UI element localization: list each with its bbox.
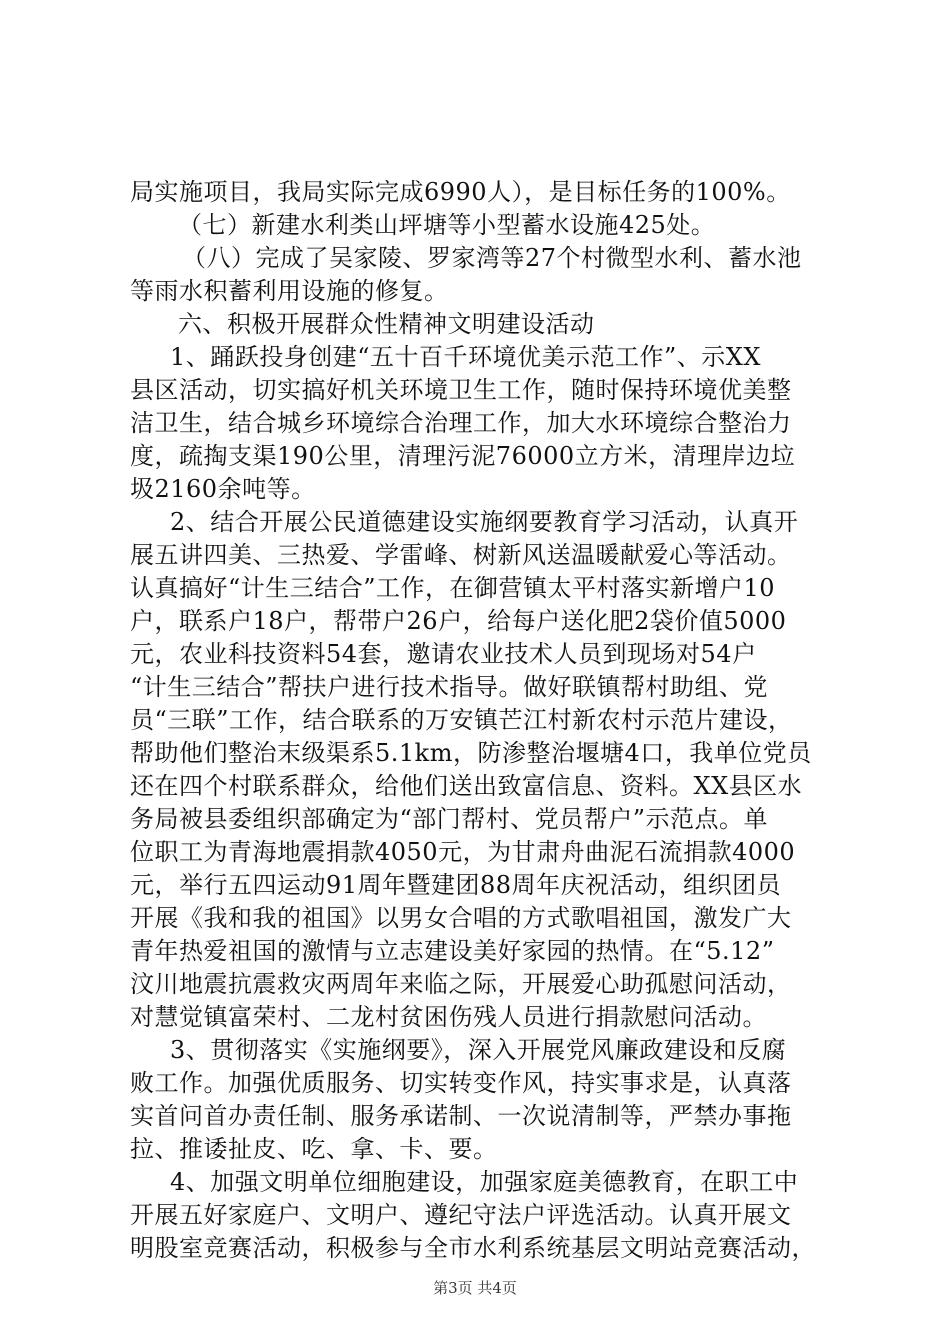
text-line: 展五讲四美、三热爱、学雷峰、树新风送温暖献爱心等活动。 [130,541,792,569]
text-line: 4、加强文明单位细胞建设，加强家庭美德教育，在职工中 [170,1168,799,1196]
text-line: 度，疏掏支渠190公里，清理污泥76000立方米，清理岸边垃 [130,442,796,470]
text-line: 帮助他们整治末级渠系5.1km，防渗整治堰塘4口，我单位党员 [130,739,812,767]
text-line: 实首问首办责任制、服务承诺制、一次说清制等，严禁办事拖 [130,1102,792,1130]
text-line: 开展《我和我的祖国》以男女合唱的方式歌唱祖国，激发广大 [130,904,792,932]
text-line: 汶川地震抗震救灾两周年来临之际，开展爱心助孤慰问活动， [130,970,792,998]
text-line: 县区活动，切实搞好机关环境卫生工作，随时保持环境优美整 [130,376,792,404]
text-line: 2、结合开展公民道德建设实施纲要教育学习活动，认真开 [170,508,799,536]
text-line: （七）新建水利类山坪塘等小型蓄水设施425处。 [178,211,716,239]
section-heading: 六、积极开展群众性精神文明建设活动 [178,310,595,338]
text-line: 明股室竞赛活动，积极参与全市水利系统基层文明站竞赛活动， [130,1234,816,1262]
text-line: 拉、推诿扯皮、吃、拿、卡、要。 [130,1135,498,1163]
text-line: 元，农业科技资料54套，邀请农业技术人员到现场对54户 [130,640,757,668]
text-line: 还在四个村联系群众，给他们送出致富信息、资料。XX县区水 [130,772,803,800]
text-line: 户，联系户18户，帮带户26户，给每户送化肥2袋价值5000 [130,607,787,635]
text-line: 元，举行五四运动91周年暨建团88周年庆祝活动，组织团员 [130,871,782,899]
text-line: （八）完成了吴家陵、罗家湾等27个村微型水利、蓄水池 [182,244,802,272]
text-line: 位职工为青海地震捐款4050元，为甘肃舟曲泥石流捐款4000 [130,838,796,866]
text-line: 开展五好家庭户、文明户、遵纪守法户评选活动。认真开展文 [130,1201,792,1229]
text-line: 青年热爱祖国的激情与立志建设美好家园的热情。在“5.12” [130,937,775,965]
text-line: 洁卫生，结合城乡环境综合治理工作，加大水环境综合整治力 [130,409,792,437]
text-line: 局实施项目，我局实际完成6990人），是目标任务的100%。 [130,178,791,206]
text-line: 圾2160余吨等。 [130,475,316,503]
document-body [130,176,836,1265]
text-line: 对慧觉镇富荣村、二龙村贫困伤残人员进行捐款慰问活动。 [130,1003,767,1031]
text-line: 败工作。加强优质服务、切实转变作风，持实事求是，认真落 [130,1069,792,1097]
text-line: 员“三联”工作，结合联系的万安镇芒江村新农村示范片建设， [130,706,793,734]
page-number-footer: 第3页 共4页 [433,1279,517,1297]
text-line: 认真搞好“计生三结合”工作，在御营镇太平村落实新增户10 [130,574,776,602]
text-line: 3、贯彻落实《实施纲要》，深入开展党风廉政建设和反腐 [170,1036,787,1064]
text-line: 1、踊跃投身创建“五十百千环境优美示范工作”、示XX [170,343,761,371]
text-line: 务局被县委组织部确定为“部门帮村、党员帮户”示范点。单 [130,805,769,833]
text-line: 等雨水积蓄利用设施的修复。 [130,277,449,305]
text-line: “计生三结合”帮扶户进行技术指导。做好联镇帮村助组、党 [130,673,769,701]
